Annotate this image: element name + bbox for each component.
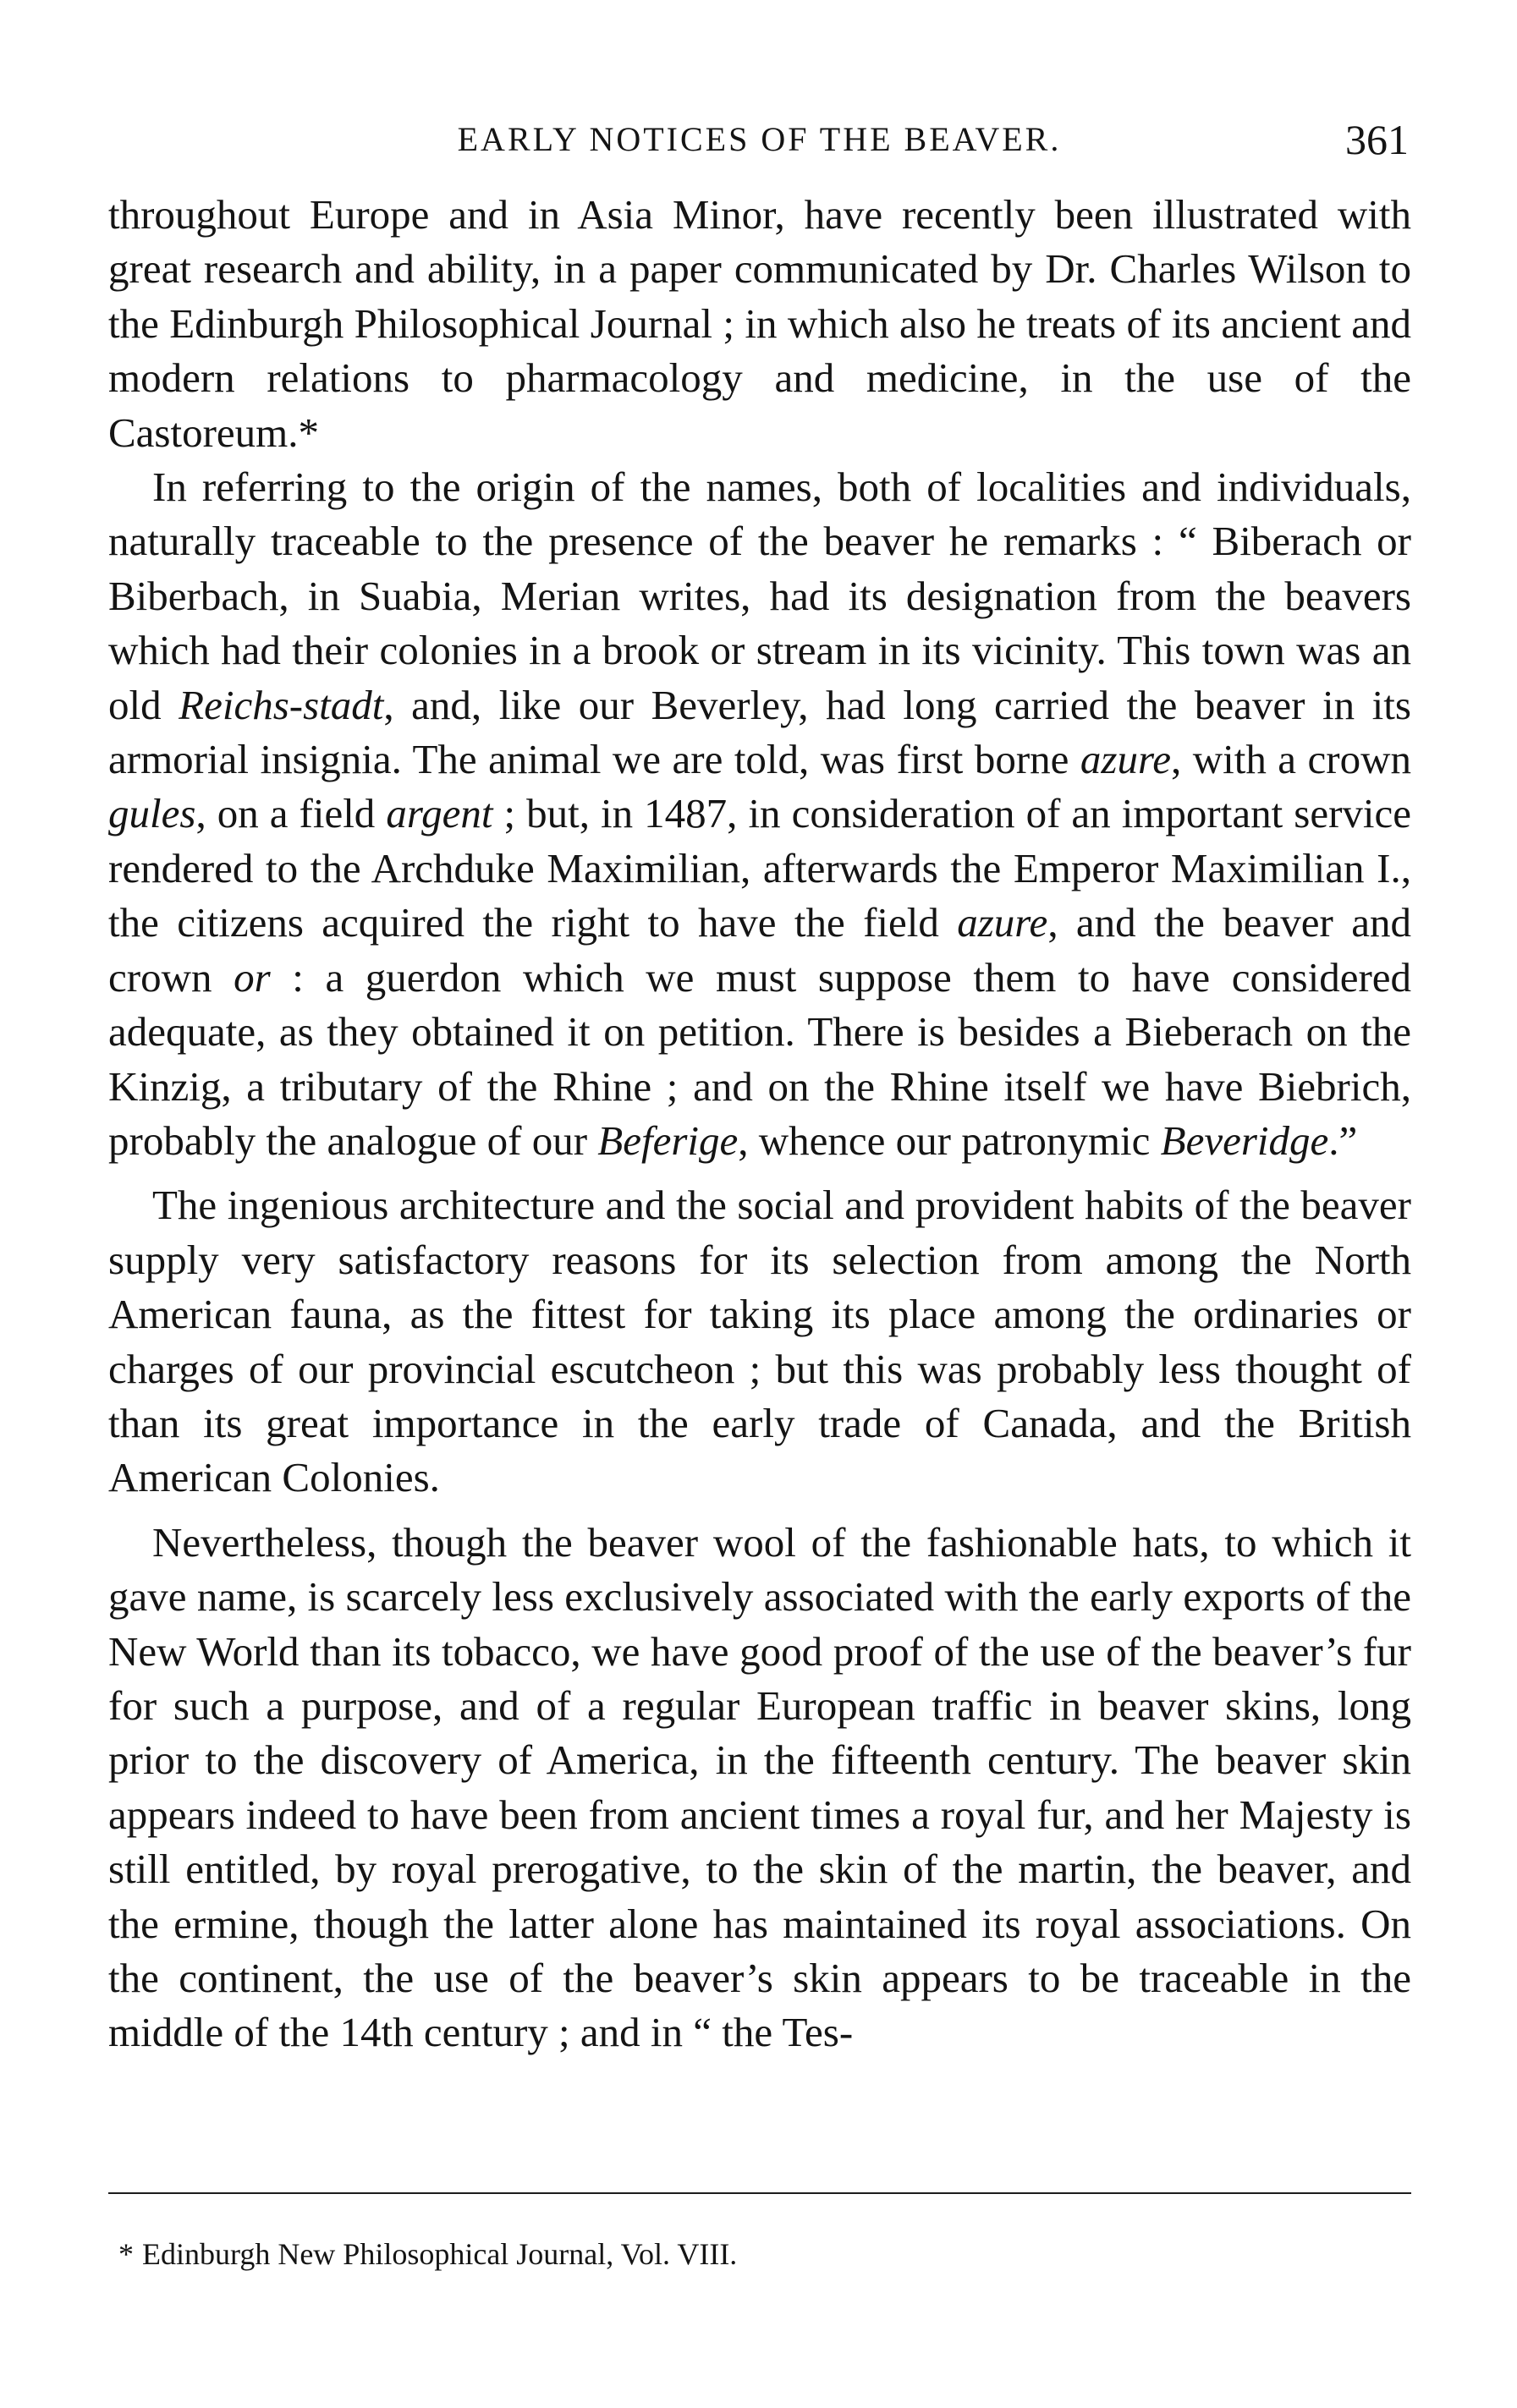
paragraph-1: throughout Europe and in Asia Minor, have recently been illustrated with great research and ability, in a paper communicated by Dr. Charles Wilson to the Edinburgh Philosophical Journal ; in which also he treats of its ancient and modern relations to pharmacology and medicine, in the use of the Castoreum.* <box>108 191 1411 456</box>
page-header <box>110 114 1409 173</box>
text-run: .” <box>1328 1116 1358 1164</box>
text-run: In referring to the origin of the names, both of localities and individuals, naturally traceable to the presence of the beaver he remarks : “ Biberach or Biberbach, in Suabia, Merian writes, had its designation from the beavers which had their colonies in a brook or stream in its vicinity. This town was an old <box>108 463 1411 728</box>
body-text <box>108 188 1411 2060</box>
paragraph-4: Nevertheless, though the beaver wool of the fashionable hats, to which it gave name, is scarcely less exclusively associated with the early exports of the New World than its tobacco, we have good proof of the use of the beaver’s fur for such a purpose, and of a regular European traffic in beaver skins, long prior to the discovery of America, in the fifteenth century. The beaver skin appears indeed to have been from ancient times a royal fur, and her Majesty is still entitled, by royal prerogative, to the skin of the martin, the beaver, and the ermine, though the latter alone has maintained its royal associations. On the continent, the use of the beaver’s skin appears to be traceable in the middle of the 14th century ; and in “ the Tes- <box>108 1518 1411 2056</box>
text-run: , on a field <box>195 790 387 837</box>
italic-term: gules <box>108 790 196 837</box>
text-run: , and, like our Beverley, had long carried the beaver in its armorial insignia. The animal we are told, was first borne <box>108 681 1411 783</box>
page-number: 361 <box>1345 116 1409 163</box>
italic-term: azure <box>1080 736 1171 783</box>
text-run: : a guerdon which we must suppose them to have considered adequate, as they obtained it on petition. There is besides a Bieberach on the Kinzig, a tributary of the Rhine ; and on the Rhine itself we have Biebrich, probably the analogue of our <box>108 953 1412 1164</box>
text-run: , and the beaver and crown <box>108 899 1411 1001</box>
text-run: ; but, in 1487, in consideration of an important service rendered to the Archduke Maximilian, afterwards the Emperor Maximilian I., the citizens acquired the right to have the field <box>108 790 1411 946</box>
text-run: , with a crown <box>1170 736 1411 783</box>
italic-term: or <box>234 953 271 1001</box>
italic-term: Reichs-stadt <box>179 681 384 728</box>
footnote-mark: * <box>118 2237 134 2271</box>
footnote <box>118 2233 1388 2275</box>
italic-term: argent <box>386 790 493 837</box>
paragraph-3: The ingenious architecture and the social and provident habits of the beaver supply very satisfactory reasons for its selection from among the North American fauna, as the fittest for taking its place among the ordinaries or charges of our provincial escutcheon ; but this was probably less thought of than its great importance in the early trade of Canada, and the British American Colonies. <box>108 1182 1411 1501</box>
text-run: , whence our patronymic <box>738 1116 1161 1164</box>
italic-term: azure <box>957 899 1048 946</box>
footnote-rule <box>108 2192 1411 2194</box>
paragraph-2 <box>108 460 1411 1168</box>
italic-term: Beveridge <box>1160 1116 1329 1164</box>
running-title: EARLY NOTICES OF THE BEAVER. <box>457 120 1062 158</box>
italic-term: Beferige <box>597 1116 739 1164</box>
footnote-text: Edinburgh New Philosophical Journal, Vol. VIII. <box>142 2237 738 2271</box>
